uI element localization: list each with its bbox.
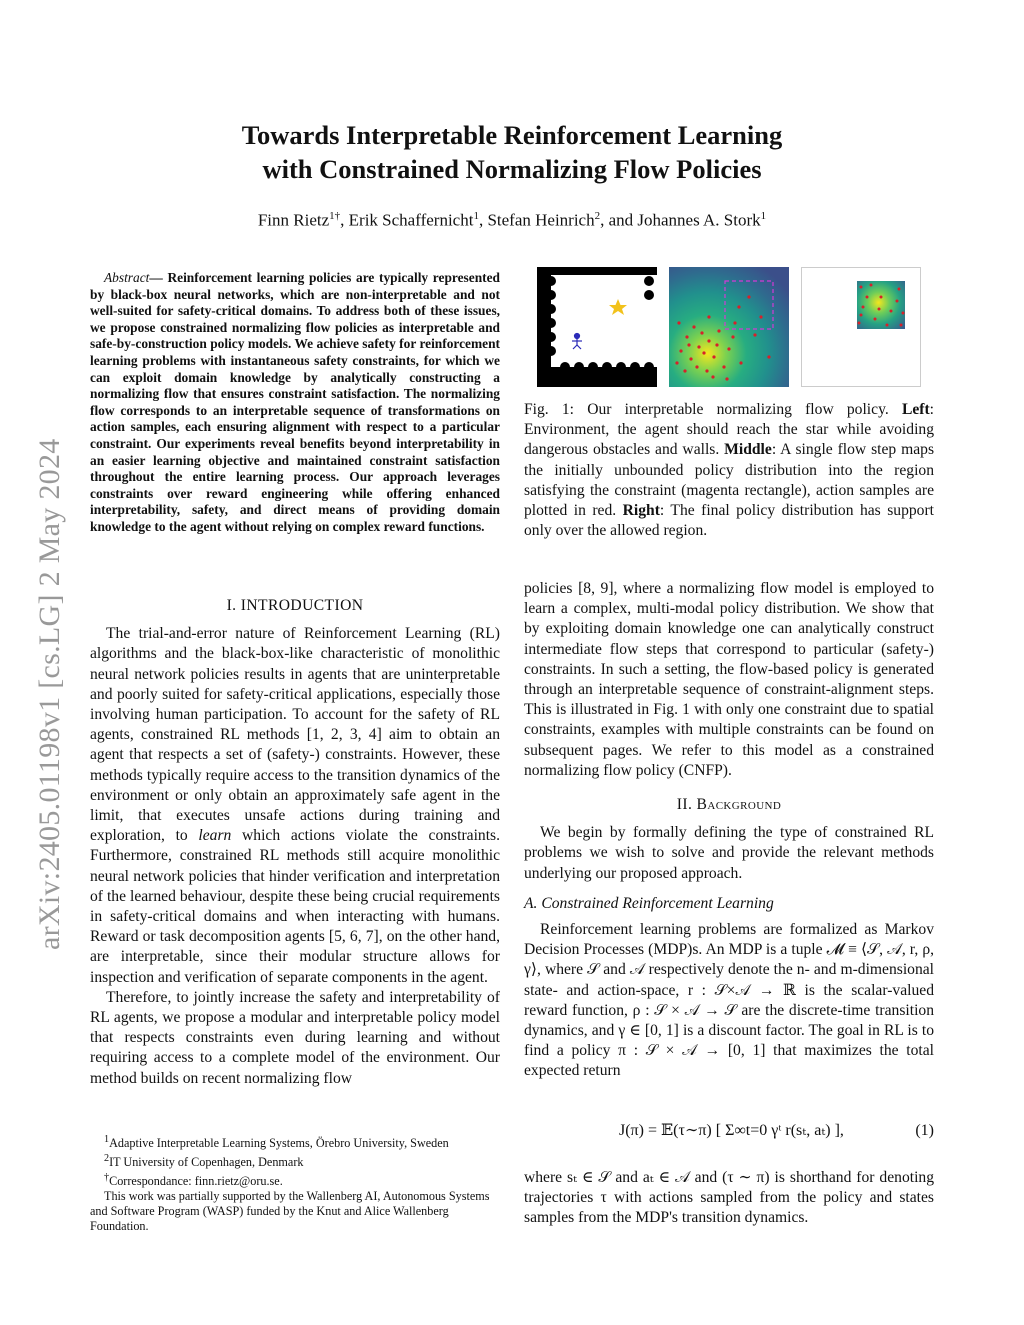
author-2: Erik Schaffernicht [348,210,474,230]
author-3-affil: 2 [594,210,601,222]
introduction-section [90,586,500,1089]
author-list: Finn Rietz$^{1\dagger}$, Erik Schaffernicht$^1$, Stefan Heinrich$^2$, and Johannes A. Stork$^1$ [257,210,767,230]
emphasis-learn: learn [198,827,232,845]
footnote-1: $^1$Adaptive Interpretable Learning Systems, Örebro University, Sweden [104,1134,449,1151]
author-4-affil: 1 [760,210,767,222]
equation-number: (1) [915,1122,934,1139]
abstract [90,270,500,536]
author-3: Stefan Heinrich [487,210,595,230]
equation-1 [524,1104,934,1164]
figure-environment [537,267,657,387]
background-paragraph: We begin by formally defining the type of constrained RL problems we wish to solve and provide the relevant methods underlying our proposed approach. [524,824,934,882]
figure-final-policy [801,267,921,387]
title-line-2: with Constrained Normalizing Flow Policies [262,154,762,184]
section-heading-introduction: I. INTRODUCTION [226,597,364,614]
subsection-heading-constrained-rl: A. Constrained Reinforcement Learning [524,894,774,912]
section-heading-background: II. Background [676,796,782,814]
author-4: and Johannes A. Stork [608,210,761,230]
equation-body: J(π) = 𝔼(τ∼π) [ Σ∞t=0 γᵗ r(sₜ, aₜ) ], [619,1122,844,1139]
constrained-rl-paragraph-2-container [524,1168,934,1229]
arxiv-watermark: arXiv:2405.01198v1 [cs.LG] 2 May 2024 [33,438,66,950]
figure-caption: Fig. 1: Our interpretable normalizing flow policy. Left: Environment, the agent should reach the star while avoiding dangerous obstacles and walls. Middle: A single flow step maps the initially unbounded policy distribution into the region satisfying the constraint (magenta rectangle), action samples are plotted in red. Right: The final policy distribution has support only over the allowed region. [524,401,935,540]
footnotes [90,1132,500,1234]
title-line-1: Towards Interpretable Reinforcement Learning [241,120,783,150]
author-1: Finn Rietz [257,210,330,230]
intro-continued-paragraph: policies [8, 9], where a normalizing flow model is employed to learn a complex, multi-modal policy distribution. We show that by exploiting domain knowledge one can analytically construct intermediate flow steps that correspond to particular (safety-) constraints. In such a setting, the flow-based policy is generated through an interpretable sequence of constraint-alignment steps. This is illustrated in Fig. 1 with only one constraint due to spatial constraints, examples with multiple constraints can be found on subsequent pages. We refer to this model as a constrained normalizing flow policy (CNFP). [524,580,934,779]
author-1-affil: 1† [329,210,341,222]
abstract-label: Abstract [104,270,150,285]
footnote-2: $^2$IT University of Copenhagen, Denmark [104,1153,304,1170]
right-column [524,579,934,1082]
constrained-rl-paragraph-1: Reinforcement learning problems are formalized as Markov Decision Processes (MDP)s. An MDP is a tuple 𝓜 ≡ ⟨𝒮, 𝒜, r, ρ, γ⟩, where 𝒮 and 𝒜 respectively denote the n- and m-dimensional state- and action-space, r : 𝒮×𝒜 → ℝ is the scalar-valued reward function, ρ : 𝒮 × 𝒜 → 𝒮 are the discrete-time transition dynamics, and γ ∈ [0, 1] is a discount factor. The goal in RL is to find a policy π : 𝒮 × 𝒜 → [0, 1] that maximizes the total expected return [524,921,934,1080]
constrained-rl-paragraph-2: where sₜ ∈ 𝒮 and aₜ ∈ 𝒜 and (τ ∼ π) is shorthand for denoting trajectories τ with actions sampled from the policy and states samples from the MDP's transition dynamics. [524,1169,934,1227]
intro-paragraph-1: The trial-and-error nature of Reinforcement Learning (RL) algorithms and the black-box-like characteristic of monolithic neural network policies results in agents that are uninterpretable and poorly suited for safety-critical applications, especially those involving human participation. To account for the safety of RL agents, constrained RL methods [1, 2, 3, 4] aim to obtain an agent that respects a set of (safety-) constraints. However, these methods typically require access to the transition dynamics of the environment or only obtain an approximately safe agent in the limit, that executes unsafe actions during training and exploration, to learn which actions violate the constraints. Furthermore, constrained RL methods still acquire monolithic neural network policies that hinder verification and interpretation of the learned behaviour, despite these being crucial requirements in safety-critical domains and when interacting with humans. Reward or task decomposition agents [5, 6, 7], on the other hand, are interpretable, since their modular structure allows for inspection and verification of separate components in the agent. [90,625,500,986]
author-2-affil: 1 [473,210,479,222]
paper-title [0,118,1024,186]
figure-flow-step [669,267,789,387]
intro-paragraph-2: Therefore, to jointly increase the safety and interpretability of RL agents, we propose a modular and interpretable policy model that respects constraints even during learning and without requiring access to a complete model of the environment. Our method builds on recent normalizing flow [90,988,500,1087]
footnote-4: This work was partially supported by the Wallenberg AI, Autonomous Systems and Software Program (WASP) funded by the Knut and Alice Wallenberg Foundation. [90,1189,490,1234]
abstract-text: — Reinforcement learning policies are typically represented by black-box neural networks, which are non-interpretable and not well-suited for safety-critical domains. To address both of these issues, we propose constrained normalizing flow policies as interpretable and safe-by-construction policy models. We achieve safety for reinforcement learning problems with instantaneous safety constraints, for which we can exploit domain knowledge by analytically constructing a normalizing flow that ensures constraint satisfaction. The normalizing flow corresponds to an interpretable sequence of transformations on action samples, each ensuring alignment with respect to a particular constraint. Our experiments reveal benefits beyond interpretability in an easier learning objective and maintained constraint satisfaction throughout the entire learning process. Our approach leverages constraints over reward engineering while offering enhanced interpretability, safety, and direct means of providing domain knowledge to the agent without relying on complex reward functions. [90,270,500,534]
footnote-3: †Correspondance: finn.rietz@oru.se. [104,1172,283,1189]
